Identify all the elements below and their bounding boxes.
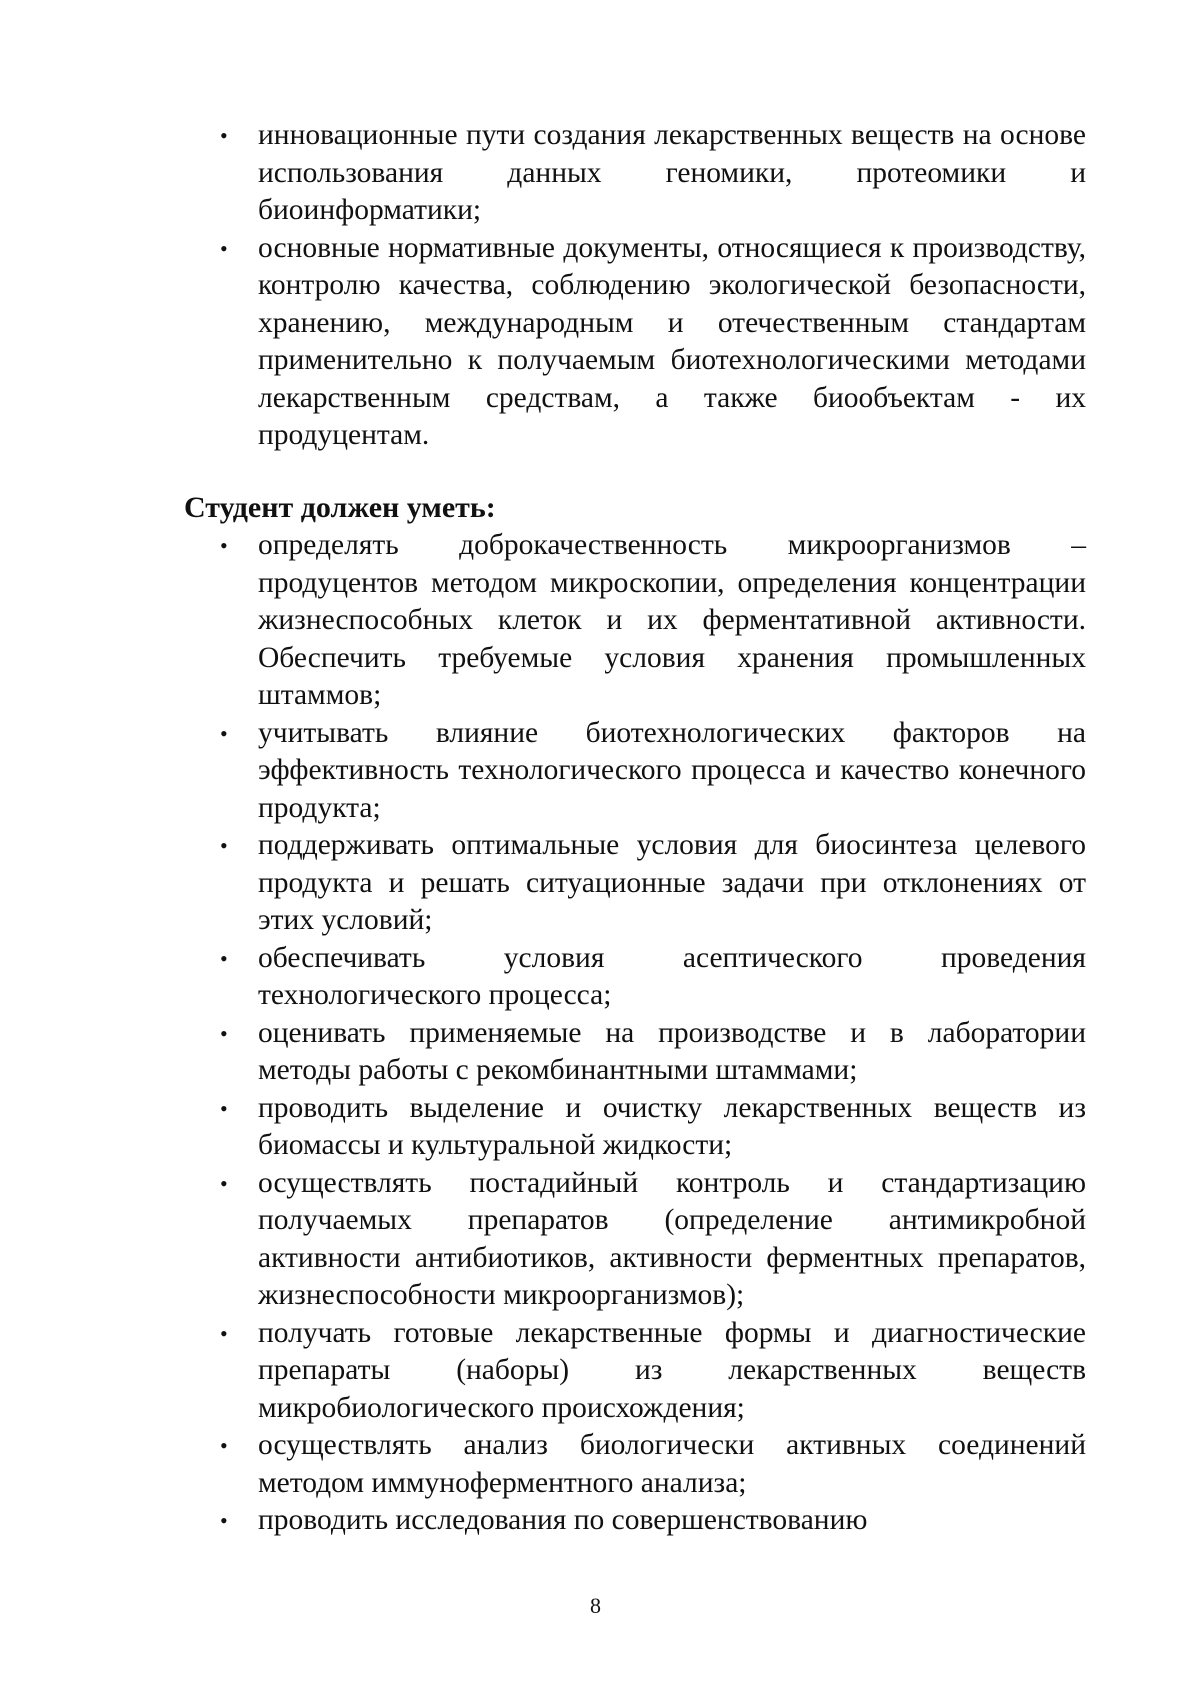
list-item-text: определять доброкачественность микроорганизмов – продуцентов методом микроскопии, определения концентрации жизнеспособных клеток и их ферментативной активности. Обеспечить требуемые условия хранения промышленных штаммов; <box>258 529 1086 711</box>
bullet-icon: • <box>220 720 228 746</box>
list-item <box>210 715 1086 828</box>
list-item <box>210 1427 1086 1502</box>
skills-list <box>210 527 1086 1540</box>
list-item <box>210 1165 1086 1315</box>
list-item <box>210 1090 1086 1165</box>
bullet-icon: • <box>220 1508 228 1533</box>
list-item-text: проводить выделение и очистку лекарственных веществ из биомассы и культуральной жидкости; <box>258 1091 1086 1161</box>
competency-list <box>210 117 1086 455</box>
bullet-icon: • <box>220 123 228 148</box>
list-item <box>210 827 1086 940</box>
list-item <box>210 940 1086 1015</box>
list-item <box>210 1315 1086 1428</box>
bullet-icon: • <box>220 1170 228 1196</box>
list-item-text: осуществлять постадийный контроль и стандартизацию получаемых препаратов (определение антимикробной активности антибиотиков, активности ферментных препаратов, жизнеспособности микроорганизмов); <box>258 1166 1086 1311</box>
list-item-text: учитывать влияние биотехнологических факторов на эффективность технологического процесса и качество конечного продукта; <box>258 716 1086 824</box>
section-heading: Студент должен уметь: <box>184 491 496 524</box>
bullet-icon: • <box>220 833 228 858</box>
bullet-icon: • <box>220 235 228 261</box>
list-item <box>210 527 1086 715</box>
bullet-icon: • <box>220 1320 228 1346</box>
bullet-icon: • <box>220 1095 228 1121</box>
list-item-text: оценивать применяемые на производстве и в лаборатории методы работы с рекомбинантными штаммами; <box>258 1016 1086 1086</box>
list-item <box>210 117 1086 230</box>
list-item-text: проводить исследования по совершенствованию <box>258 1504 868 1536</box>
list-item-text: инновационные пути создания лекарственных веществ на основе использования данных геномики, протеомики и биоинформатики; <box>258 119 1086 226</box>
list-item <box>210 1502 1086 1540</box>
bullet-icon: • <box>220 945 228 971</box>
page-number: 8 <box>590 1593 601 1618</box>
list-item-text: основные нормативные документы, относящиеся к производству, контролю качества, соблюдению экологической безопасности, хранению, международным и отечественным стандартам применительно к получаемым биотехнологическими методами лекарственным средствам, а также биообъектам - их продуцентам. <box>258 231 1086 451</box>
bullet-icon: • <box>220 533 228 558</box>
bullet-icon: • <box>220 1433 228 1458</box>
list-item-text: обеспечивать условия асептического проведения технологического процесса; <box>258 941 1086 1011</box>
list-item <box>210 1015 1086 1090</box>
list-item-text: поддерживать оптимальные условия для биосинтеза целевого продукта и решать ситуационные задачи при отклонениях от этих условий; <box>258 829 1086 936</box>
list-item-text: осуществлять анализ биологически активных соединений методом иммуноферментного анализа; <box>258 1429 1086 1499</box>
list-item <box>210 230 1086 455</box>
list-item-text: получать готовые лекарственные формы и диагностические препараты (наборы) из лекарственных веществ микробиологического происхождения; <box>258 1316 1086 1424</box>
bullet-icon: • <box>220 1020 228 1046</box>
